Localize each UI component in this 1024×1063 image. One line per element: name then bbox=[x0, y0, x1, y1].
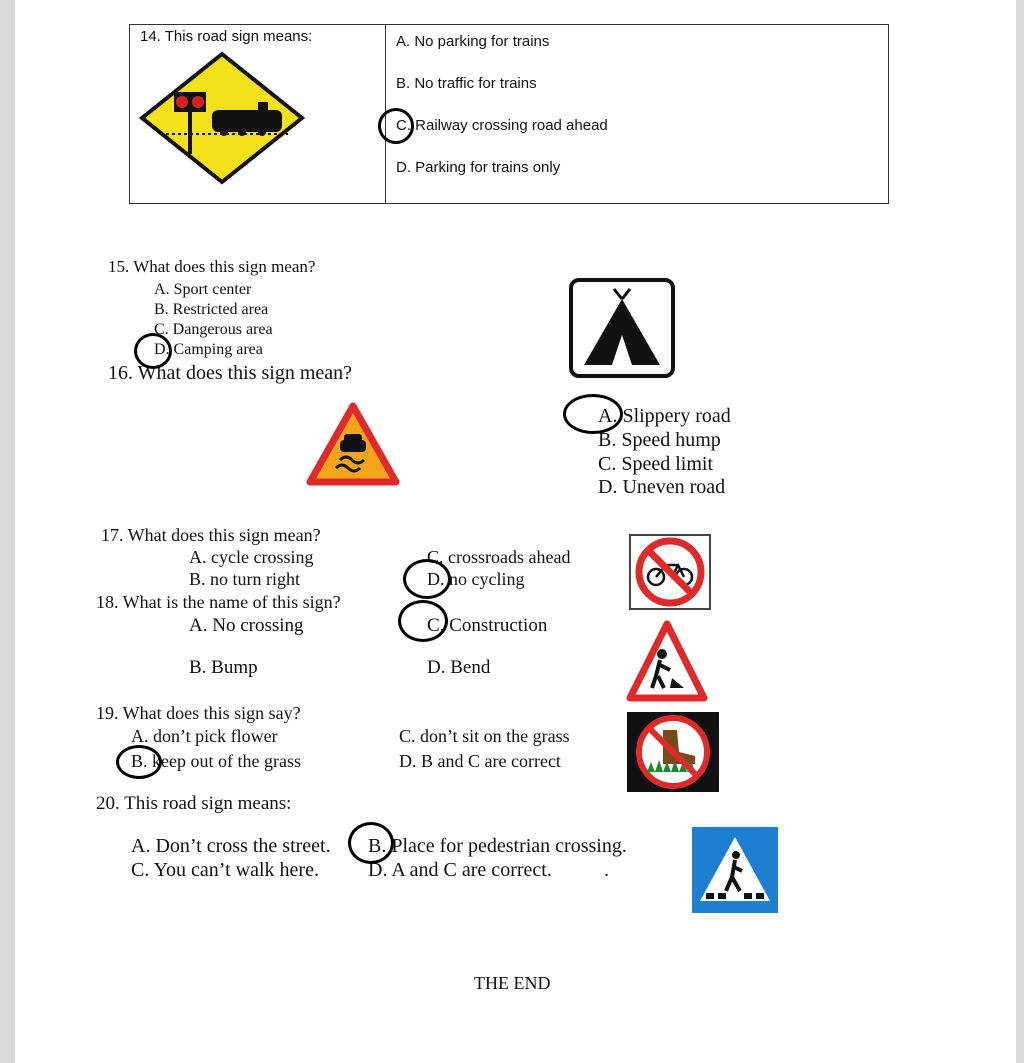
q19-option-a: A. don’t pick flower bbox=[131, 726, 278, 746]
construction-sign-icon bbox=[626, 620, 708, 704]
question-15-title: 15. What does this sign mean? bbox=[108, 257, 316, 276]
q17-option-d: D. no cycling bbox=[427, 569, 525, 589]
q18-option-d: D. Bend bbox=[427, 657, 491, 678]
question-16-title: 16. What does this sign mean? bbox=[108, 362, 353, 384]
q15-option-c: C. Dangerous area bbox=[154, 321, 273, 338]
q16-option-a: A. Slippery road bbox=[598, 405, 731, 427]
q16-option-b: B. Speed hump bbox=[598, 429, 721, 451]
question-18-title: 18. What is the name of this sign? bbox=[96, 592, 341, 612]
q20-option-d: D. A and C are correct. bbox=[368, 859, 552, 881]
q19-option-c: C. don’t sit on the grass bbox=[399, 726, 570, 746]
pedestrian-crossing-sign-icon bbox=[692, 827, 778, 913]
page-edge-right bbox=[1016, 0, 1024, 1063]
q20-option-a: A. Don’t cross the street. bbox=[131, 835, 331, 857]
keep-off-grass-sign-icon bbox=[627, 712, 719, 792]
q19-option-d: D. B and C are correct bbox=[399, 751, 561, 771]
q20-option-b: B. Place for pedestrian crossing. bbox=[368, 835, 627, 857]
q17-option-a: A. cycle crossing bbox=[189, 547, 314, 567]
q17-option-c: C. crossroads ahead bbox=[427, 547, 571, 567]
no-cycling-sign-icon bbox=[628, 533, 712, 611]
q14-option-d: D. Parking for trains only bbox=[396, 159, 561, 176]
question-19-title: 19. What does this sign say? bbox=[96, 703, 301, 723]
answer-circle-q19 bbox=[116, 745, 162, 779]
answer-circle-q14 bbox=[378, 108, 414, 144]
q19-option-b: B. keep out of the grass bbox=[131, 751, 301, 771]
the-end-text: THE END bbox=[474, 973, 551, 993]
q16-option-d: D. Uneven road bbox=[598, 476, 726, 498]
q18-option-a: A. No crossing bbox=[189, 615, 304, 636]
answer-circle-q16 bbox=[563, 394, 623, 434]
q15-option-a: A. Sport center bbox=[154, 281, 252, 298]
railway-crossing-sign-icon bbox=[138, 50, 306, 186]
answer-circle-q17 bbox=[403, 559, 451, 599]
q16-option-c: C. Speed limit bbox=[598, 453, 713, 475]
q14-option-c: C. Railway crossing road ahead bbox=[396, 117, 608, 134]
q15-option-d: D. Camping area bbox=[154, 341, 263, 358]
q18-option-c: C. Construction bbox=[427, 615, 548, 636]
question-14-title: 14. This road sign means: bbox=[140, 28, 313, 45]
camping-sign-icon bbox=[568, 277, 676, 379]
q14-option-b: B. No traffic for trains bbox=[396, 75, 537, 92]
q18-option-b: B. Bump bbox=[189, 657, 258, 678]
slippery-road-sign-icon bbox=[306, 402, 400, 486]
question-20-title: 20. This road sign means: bbox=[96, 793, 292, 814]
answer-circle-q18 bbox=[398, 600, 448, 642]
page-edge-left bbox=[0, 0, 15, 1063]
q20-option-c: C. You can’t walk here. bbox=[131, 859, 319, 881]
q15-option-b: B. Restricted area bbox=[154, 301, 269, 318]
trailing-period: . bbox=[604, 859, 609, 881]
answer-circle-q20 bbox=[348, 822, 394, 864]
q17-option-b: B. no turn right bbox=[189, 569, 300, 589]
q14-option-a: A. No parking for trains bbox=[396, 33, 550, 50]
question-17-title: 17. What does this sign mean? bbox=[101, 525, 321, 545]
